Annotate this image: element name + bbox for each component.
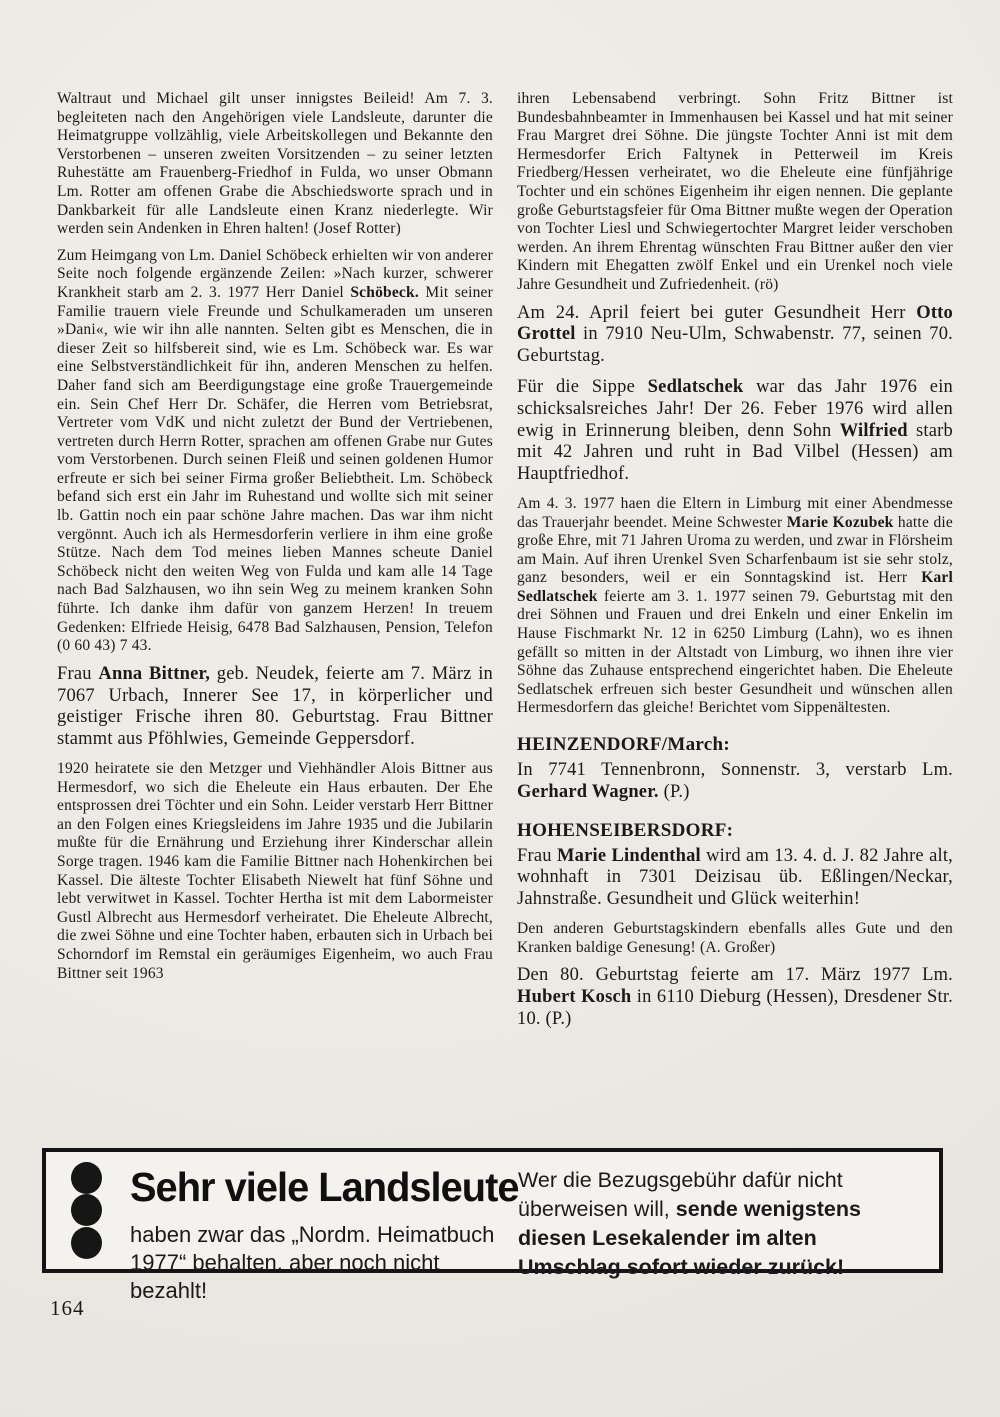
notice-left-section [112, 1152, 519, 1303]
obituary-paragraph-schoebeck: Zum Heimgang von Lm. Daniel Schöbeck erhielten wir von anderer Seite noch folgende ergänzende Zeilen: »Nach kurzer, schwerer Krankheit starb am 2. 3. 1977 Herr Daniel Schöbeck. Mit seiner Familie trauern viele Freunde und Schulkameraden um unseren »Dani«, wie wir ihn alle nannten. Selten gibt es Menschen, die in dieser Zeit so hilfsbereit sind, wie es Lm. Schöbeck war. Es war eine Selbstverständlichkeit für ihn, anderen Menschen zu helfen. Daher fand sich am Beerdigungstage eine große Trauergemeinde ein. Sein Chef Herr Dr. Schäfer, die Herren vom Betriebsrat, Vertreter vom VdK und nicht zuletzt der Bund der Vertriebenen, vertreten durch Herrn Rotter, sprachen am offenen Grabe nur Gutes vom Verstorbenen. Durch seinen Fleiß und seinen goldenen Humor erfreute er sich bei seiner Firma großer Beliebtheit. Lm. Schöbeck befand sich erst ein Jahr im Ruhestand und wollte sich mit seiner lb. Gattin noch ein paar schöne Jahre machen. Das war ihm nicht vergönnt. Auch ich als Hermesdorferin verliere in ihm eine große Stütze. Nach dem Tod meines lieben Mannes scheute Daniel Schöbeck nicht den weiten Weg von Fulda und kam alle 14 Tage nach Bad Salzhausen, wo ihn sein Weg zu meinem kranken Sohn führte. Ich danke ihm dafür von ganzem Herzen! In treuem Gedenken: Elfriede Heisig, 6478 Bad Salzhausen, Pension, Telefon (0 60 43) 7 43. [57, 246, 493, 655]
bullet-rail [46, 1152, 112, 1269]
sedlatschek-details-paragraph: Am 4. 3. 1977 haen die Eltern in Limburg mit einer Abendmesse das Trauerjahr beendet. Meine Schwester Marie Kozubek hatte die große Ehre, mit 71 Jahren Uroma zu werden, und zwar in Flörsheim am Main. Auf ihren Urenkel Sven Scharfenbaum ist sie sehr stolz, ganz besonders, weil er ein Sonntagskind ist. Herr Karl Sedlatschek feierte am 3. 1. 1977 seinen 79. Geburtstag mit den drei Söhnen und Frauen und drei Enkeln und einer Enkelin im Hause Fischmarkt Nr. 12 in 6250 Limburg (Lahn), wo es ihnen gefällt so mitten in der Altstadt von Limburg, wo ihnen ihre vier Söhne das Zuhause entsprechend eingerichtet haben. Die Eheleute Sedlatschek erfreuen sich bester Gesundheit und wünschen allen Hermesdorfern das gleiche! Berichtet vom Sippenältesten. [517, 494, 953, 717]
left-column [57, 90, 493, 1040]
death-notice-gerhard-wagner: In 7741 Tennenbronn, Sonnenstr. 3, verstarb Lm. Gerhard Wagner. (P.) [517, 760, 953, 802]
birthday-paragraph-otto-grottel: Am 24. April feiert bei guter Gesundheit Herr Otto Grottel in 7910 Neu-Ulm, Schwabenstr. 77, seinen 70. Geburtstag. [517, 302, 953, 367]
right-column [517, 90, 953, 1040]
notice-left-text: haben zwar das „Nordm. Heimatbuch 1977“ behalten, aber noch nicht bezahlt! [130, 1222, 495, 1303]
birthday-paragraph-marie-lindenthal: Frau Marie Lindenthal wird am 13. 4. d. J. 82 Jahre alt, wohnhaft in 7301 Deizisau üb. Eßlingen/Neckar, Jahnstraße. Gesundheit und Glück weiterhin! [517, 845, 953, 910]
page-number: 164 [50, 1296, 85, 1320]
bittner-family-continuation-paragraph: ihren Lebensabend verbringt. Sohn Fritz Bittner ist Bundesbahnbeamter in Immenhausen bei Kassel und hat mit seiner Frau Margret drei Söhne. Die jüngste Tochter Anni ist mit dem Hermesdorfer Erich Faltynek in Petterweil im Kreis Friedberg/Hessen verheiratet, wo die Eheleute eine fünfjährige Tochter und ein schönes Eigenheim ihr eigen nennen. Die geplante große Geburtstagsfeier für Oma Bittner mußte wegen der Operation von Tochter Liesl und Schwiegertochter Margret leider verschoben werden. An ihrem Ehrentag wünschten Frau Bittner außer den vier Kindern mit Ehegatten zwölf Enkel und ein Urenkel noch viele Jahre Gesundheit und Zufriedenheit. (rö) [517, 90, 953, 293]
bullet-dot-icon [71, 1227, 102, 1259]
birthday-paragraph-anna-bittner: Frau Anna Bittner, geb. Neudek, feierte am 7. März in 7067 Urbach, Innerer See 17, in körperlicher und geistiger Frische ihren 80. Geburtstag. Frau Bittner stammt aus Pföhlwies, Gemeinde Geppersdorf. [57, 663, 493, 750]
greetings-paragraph: Den anderen Geburtstagskindern ebenfalls alles Gute und den Kranken baldige Genesung! (A. Großer) [517, 920, 953, 956]
sedlatschek-family-paragraph: Für die Sippe Sedlatschek war das Jahr 1976 ein schicksalsreiches Jahr! Der 26. Feber 1976 wird allen ewig in Erinnerung bleiben, denn Sohn Wilfried starb mit 42 Jahren und ruht in Bad Vilbel (Hessen) am Hauptfriedhof. [517, 376, 954, 485]
bullet-dot-icon [71, 1162, 102, 1194]
notice-right-text: Wer die Bezugsgebühr dafür nicht überweisen will, sende wenigstens diesen Lesekalender im alten Umschlag sofort wieder zurück! [518, 1168, 861, 1279]
obituary-paragraph-waltraut: Waltraut und Michael gilt unser innigstes Beileid! Am 7. 3. begleiteten nach den Angehörigen viele Landsleute, darunter die Heimatgruppe vollzählig, viele Arbeitskollegen und Bekannte den Verstorbenen – unseren zweiten Vorsitzenden – zu seiner letzten Ruhestätte am Frauenberg-Friedhof in Fulda, wo unser Obmann Lm. Rotter am offenen Grabe die Abschiedsworte sprach und in Dankbarkeit für alle Landsleute einen Kranz niederlegte. Wir werden sein Andenken in Ehren halten! (Josef Rotter) [57, 90, 493, 238]
notice-headline: Sehr viele Landsleute [130, 1164, 519, 1210]
section-heading-hohenseibersdorf: HOHENSEIBERSDORF: [517, 819, 734, 841]
payment-notice-box [42, 1148, 943, 1303]
section-heading-heinzendorf: HEINZENDORF/March: [517, 734, 730, 756]
bittner-family-history-paragraph: 1920 heiratete sie den Metzger und Viehhändler Alois Bittner aus Hermesdorf, wo sich die Eheleute ein Haus erbauten. Der Ehe entsprossen drei Töchter und ein Sohn. Leider verstarb Herr Bittner an den Folgen eines Kriegsleidens im Jahre 1935 und die Jubilarin mußte für die Ernährung und Erziehung ihrer Kinderschar allein Sorge tragen. 1946 kam die Familie Bittner nach Hohenkirchen bei Kassel. Die älteste Tochter Elisabeth Niewelt hat fünf Söhne und lebt verwitwet in Kassel. Tochter Hertha ist mit dem Labormeister Gustl Albrecht aus Hermesdorf verheiratet. Die Eheleute Albrecht, die zwei Söhne und eine Tochter haben, erbauten sich in Urbach bei Schorndorf im Remstal ein geräumiges Eigenheim, wo auch Frau Bittner seit 1963 [57, 760, 493, 982]
bullet-dot-icon [71, 1194, 102, 1226]
birthday-paragraph-hubert-kosch: Den 80. Geburtstag feierte am 17. März 1977 Lm. Hubert Kosch in 6110 Dieburg (Hessen), Dresdener Str. 10. (P.) [517, 965, 953, 1029]
article-columns [57, 90, 953, 1040]
